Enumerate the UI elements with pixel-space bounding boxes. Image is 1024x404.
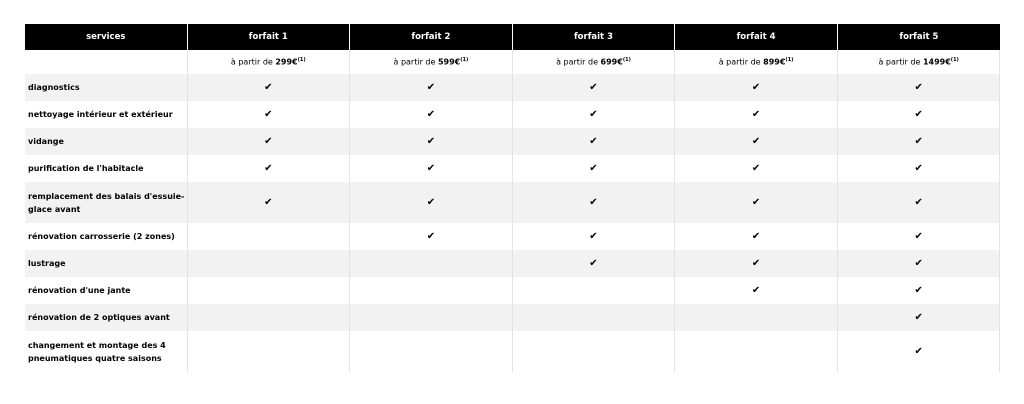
check-cell bbox=[837, 101, 1000, 128]
price-row-label bbox=[25, 50, 187, 74]
service-label: rénovation d'une jante bbox=[25, 277, 187, 304]
check-cell bbox=[675, 304, 838, 331]
check-icon: ✔ bbox=[264, 162, 273, 174]
check-icon: ✔ bbox=[914, 284, 923, 296]
check-cell bbox=[675, 74, 838, 101]
check-icon: ✔ bbox=[264, 81, 273, 93]
price-cell bbox=[187, 50, 350, 74]
check-cell bbox=[350, 331, 513, 372]
check-cell bbox=[837, 223, 1000, 250]
check-icon: ✔ bbox=[914, 311, 923, 323]
check-cell bbox=[512, 223, 675, 250]
check-cell bbox=[350, 304, 513, 331]
check-cell bbox=[675, 101, 838, 128]
check-cell bbox=[187, 304, 350, 331]
table-row bbox=[25, 331, 1000, 372]
check-cell bbox=[512, 74, 675, 101]
price-prefix: à partir de bbox=[393, 57, 436, 67]
check-icon: ✔ bbox=[914, 108, 923, 120]
check-cell bbox=[837, 182, 1000, 223]
price-cell bbox=[675, 50, 838, 74]
check-icon: ✔ bbox=[264, 196, 273, 208]
check-icon: ✔ bbox=[751, 108, 761, 120]
price-prefix: à partir de bbox=[230, 57, 273, 67]
check-cell bbox=[187, 277, 350, 304]
service-label: vidange bbox=[25, 128, 187, 155]
check-cell bbox=[675, 250, 838, 277]
check-cell bbox=[187, 74, 350, 101]
check-cell bbox=[512, 182, 675, 223]
price-value: 299€ bbox=[275, 57, 298, 67]
price-value: 899€ bbox=[763, 57, 786, 67]
check-cell bbox=[512, 277, 675, 304]
check-cell bbox=[512, 331, 675, 372]
price-footnote: (1) bbox=[785, 57, 794, 64]
check-icon: ✔ bbox=[589, 81, 598, 93]
check-cell bbox=[187, 101, 350, 128]
check-cell bbox=[675, 277, 838, 304]
check-icon: ✔ bbox=[426, 108, 436, 120]
check-cell bbox=[675, 155, 838, 182]
check-icon: ✔ bbox=[589, 108, 598, 120]
check-icon: ✔ bbox=[751, 162, 761, 174]
check-cell bbox=[837, 304, 1000, 331]
check-cell bbox=[187, 182, 350, 223]
pricing-table-container bbox=[25, 24, 1000, 372]
check-icon: ✔ bbox=[426, 230, 436, 242]
check-cell bbox=[187, 331, 350, 372]
header-row bbox=[25, 24, 1000, 50]
header-forfait-1: forfait 1 bbox=[187, 24, 350, 50]
check-cell bbox=[187, 128, 350, 155]
check-cell bbox=[187, 250, 350, 277]
check-cell bbox=[675, 182, 838, 223]
price-footnote: (1) bbox=[950, 57, 959, 64]
price-value: 699€ bbox=[600, 57, 623, 67]
header-forfait-3: forfait 3 bbox=[512, 24, 675, 50]
check-icon: ✔ bbox=[914, 196, 923, 208]
price-cell bbox=[350, 50, 513, 74]
price-footnote: (1) bbox=[622, 57, 631, 64]
header-forfait-2: forfait 2 bbox=[350, 24, 513, 50]
price-value: 599€ bbox=[437, 57, 461, 67]
check-icon: ✔ bbox=[751, 135, 761, 147]
price-prefix: à partir de bbox=[556, 57, 598, 67]
service-label: nettoyage intérieur et extérieur bbox=[25, 101, 187, 128]
table-row bbox=[25, 182, 1000, 223]
check-cell bbox=[837, 74, 1000, 101]
check-cell bbox=[512, 250, 675, 277]
check-icon: ✔ bbox=[914, 345, 923, 357]
check-cell bbox=[675, 128, 838, 155]
service-label: lustrage bbox=[25, 250, 187, 277]
price-cell bbox=[837, 50, 1000, 74]
check-icon: ✔ bbox=[751, 230, 761, 242]
table-row bbox=[25, 101, 1000, 128]
header-forfait-4: forfait 4 bbox=[675, 24, 838, 50]
check-icon: ✔ bbox=[589, 230, 598, 242]
check-icon: ✔ bbox=[914, 135, 923, 147]
check-icon: ✔ bbox=[589, 135, 598, 147]
table-row bbox=[25, 250, 1000, 277]
check-cell bbox=[350, 250, 513, 277]
check-icon: ✔ bbox=[751, 196, 761, 208]
check-icon: ✔ bbox=[751, 257, 761, 269]
check-cell bbox=[837, 277, 1000, 304]
service-label: diagnostics bbox=[25, 74, 187, 101]
check-cell bbox=[350, 155, 513, 182]
header-services: services bbox=[25, 24, 187, 50]
check-cell bbox=[837, 155, 1000, 182]
check-icon: ✔ bbox=[914, 257, 923, 269]
price-footnote: (1) bbox=[460, 57, 469, 64]
check-icon: ✔ bbox=[264, 135, 273, 147]
check-icon: ✔ bbox=[751, 81, 761, 93]
check-icon: ✔ bbox=[589, 257, 598, 269]
check-icon: ✔ bbox=[751, 284, 761, 296]
table-row bbox=[25, 74, 1000, 101]
check-cell bbox=[837, 331, 1000, 372]
check-cell bbox=[350, 223, 513, 250]
check-cell bbox=[350, 101, 513, 128]
service-label: rénovation de 2 optiques avant bbox=[25, 304, 187, 331]
check-icon: ✔ bbox=[589, 196, 598, 208]
check-cell bbox=[512, 155, 675, 182]
table-row bbox=[25, 155, 1000, 182]
check-cell bbox=[512, 304, 675, 331]
service-label: purification de l'habitacle bbox=[25, 155, 187, 182]
price-footnote: (1) bbox=[297, 57, 306, 64]
check-icon: ✔ bbox=[426, 162, 436, 174]
check-icon: ✔ bbox=[914, 162, 923, 174]
table-row bbox=[25, 277, 1000, 304]
check-cell bbox=[512, 128, 675, 155]
header-forfait-5: forfait 5 bbox=[837, 24, 1000, 50]
check-icon: ✔ bbox=[426, 81, 436, 93]
check-icon: ✔ bbox=[914, 230, 923, 242]
service-label: changement et montage des 4 pneumatiques quatre saisons bbox=[25, 331, 187, 372]
check-cell bbox=[512, 101, 675, 128]
check-cell bbox=[187, 155, 350, 182]
table-row bbox=[25, 304, 1000, 331]
check-icon: ✔ bbox=[426, 135, 436, 147]
price-row bbox=[25, 50, 1000, 74]
check-icon: ✔ bbox=[589, 162, 598, 174]
check-icon: ✔ bbox=[914, 81, 923, 93]
pricing-table bbox=[25, 24, 1000, 372]
check-icon: ✔ bbox=[264, 108, 273, 120]
service-label: rénovation carrosserie (2 zones) bbox=[25, 223, 187, 250]
check-cell bbox=[837, 128, 1000, 155]
check-cell bbox=[675, 331, 838, 372]
service-label: remplacement des balais d'essuie-glace avant bbox=[25, 182, 187, 223]
price-prefix: à partir de bbox=[718, 57, 761, 67]
check-cell bbox=[350, 74, 513, 101]
check-cell bbox=[350, 182, 513, 223]
table-row bbox=[25, 128, 1000, 155]
price-prefix: à partir de bbox=[878, 57, 921, 67]
price-cell bbox=[512, 50, 675, 74]
check-cell bbox=[350, 128, 513, 155]
table-row bbox=[25, 223, 1000, 250]
check-cell bbox=[350, 277, 513, 304]
price-value: 1499€ bbox=[922, 57, 951, 67]
check-cell bbox=[837, 250, 1000, 277]
check-cell bbox=[675, 223, 838, 250]
check-icon: ✔ bbox=[426, 196, 436, 208]
check-cell bbox=[187, 223, 350, 250]
